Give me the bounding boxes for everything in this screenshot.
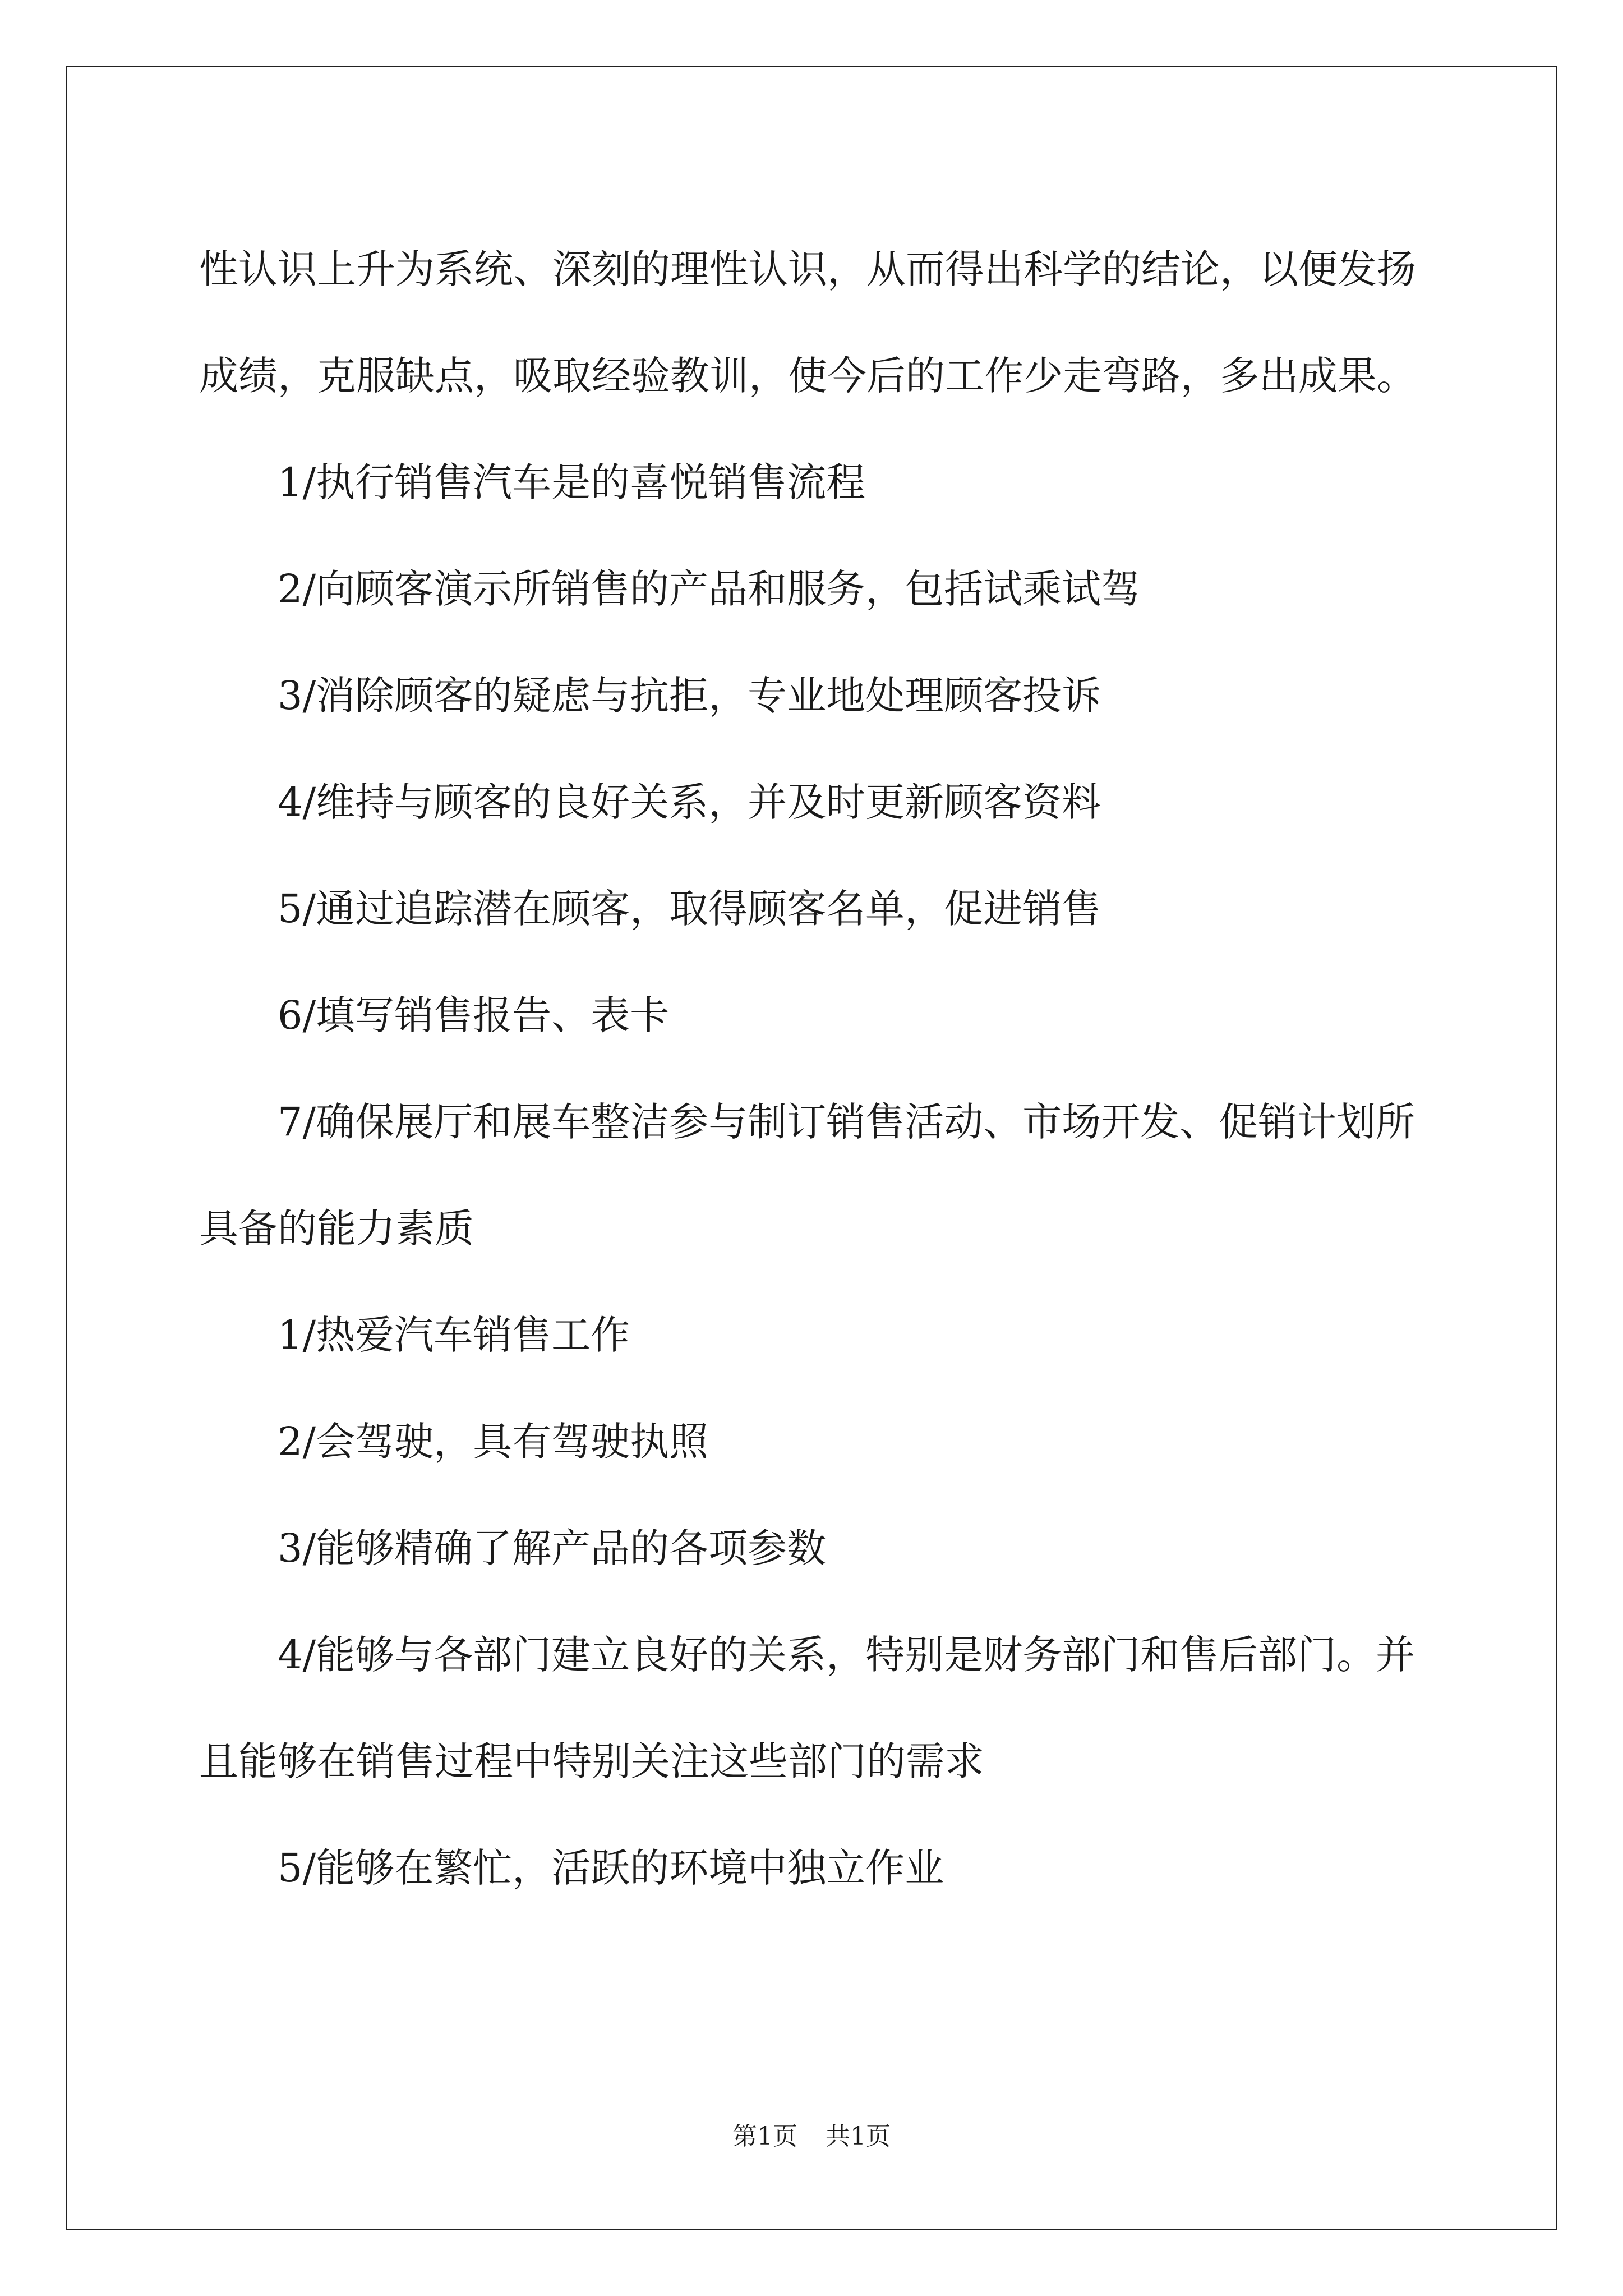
paragraph-4: 3/消除顾客的疑虑与抗拒，专业地处理顾客投诉 (278, 673, 1101, 719)
paragraph-7: 6/填写销售报告、表卡 (278, 992, 670, 1038)
paragraph-11: 3/能够精确了解产品的各项参数 (278, 1525, 827, 1571)
paragraph-5: 4/维持与顾客的良好关系，并及时更新顾客资料 (278, 779, 1101, 825)
paragraph-12: 4/能够与各部门建立良好的关系，特别是财务部门和售后部门。并且能够在销售过程中特别关注这些部门的需求 (199, 1632, 1415, 1784)
paragraph-9: 1/热爱汽车销售工作 (278, 1312, 630, 1358)
paragraph-8: 7/确保展厅和展车整洁参与制订销售活动、市场开发、促销计划所具备的能力素质 (199, 1099, 1415, 1251)
paragraph-1: 性认识上升为系统、深刻的理性认识，从而得出科学的结论，以便发扬成绩，克服缺点，吸取经验教训，使今后的工作少走弯路，多出成果。 (199, 246, 1416, 399)
page-number-total: 共1页 (826, 2122, 891, 2151)
paragraph-10: 2/会驾驶，具有驾驶执照 (278, 1419, 709, 1465)
document-body (199, 216, 1422, 1921)
paragraph-6: 5/通过追踪潜在顾客，取得顾客名单，促进销售 (278, 886, 1101, 932)
paragraph-13: 5/能够在繁忙，活跃的环境中独立作业 (278, 1845, 944, 1891)
page-number-current: 第1页 (732, 2122, 797, 2151)
paragraph-2: 1/执行销售汽车是的喜悦销售流程 (278, 459, 866, 505)
paragraph-3: 2/向顾客演示所销售的产品和服务，包括试乘试驾 (278, 566, 1141, 612)
page-footer (0, 2116, 1623, 2152)
